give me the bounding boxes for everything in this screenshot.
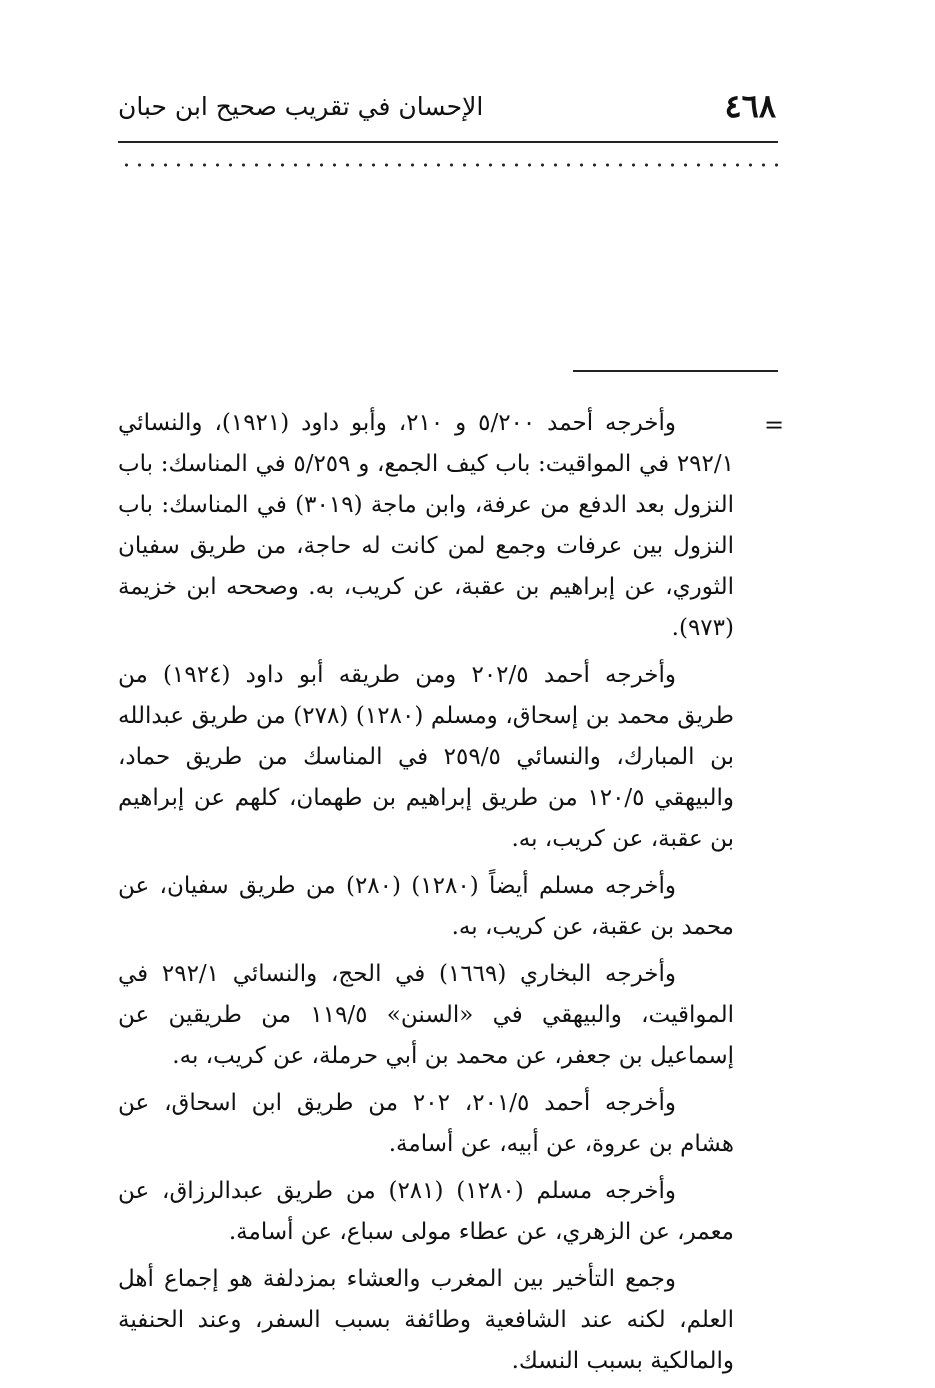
footnote-paragraph: وجمع التأخير بين المغرب والعشاء بمزدلفة هو إجماع أهل العلم، لكنه عند الشافعية وطائفة بسبب السفر، وعند الحنفية والمالكية بسبب النسك.: [118, 1266, 734, 1374]
running-title: الإحسان في تقريب صحيح ابن حبان: [118, 92, 484, 121]
header-rule: [118, 141, 778, 143]
footnote-continuation-mark: =: [764, 411, 785, 439]
footnote-text: [118, 403, 734, 1388]
footnote-paragraph: وأخرجه مسلم (١٢٨٠) (٢٨١) من طريق عبدالرزاق، عن معمر، عن الزهري، عن عطاء مولى سباع، عن أسامة.: [118, 1178, 734, 1245]
footnote-paragraph: وأخرجه أحمد ٥/٢٠٠ و ٢١٠، وأبو داود (١٩٢١)، والنسائي ٢٩٢/١ في المواقيت: باب كيف الجمع، و ٥/٢٥٩ في المناسك: باب النزول بعد الدفع من عرفة، وابن ماجة (٣٠١٩) في المناسك: باب النزول بين عرفات وجمع لمن كانت له حاجة، من طريق سفيان الثوري، عن إبراهيم بن عقبة، عن كريب، به. وصححه ابن خزيمة (٩٧٣).: [118, 410, 734, 641]
dot-leader: [118, 159, 778, 171]
page-header: [118, 86, 778, 132]
footnote-paragraph: وأخرجه البخاري (١٦٦٩) في الحج، والنسائي ٢٩٢/١ في المواقيت، والبيهقي في «السنن» ١١٩/٥ من طريقين عن إسماعيل بن جعفر، عن محمد بن أبي حرملة، عن كريب، به.: [118, 961, 734, 1069]
page-number: ٤٦٨: [724, 87, 776, 125]
footnote-paragraph: وأخرجه أحمد ٢٠٢/٥ ومن طريقه أبو داود (١٩٢٤) من طريق محمد بن إسحاق، ومسلم (١٢٨٠) (٢٧٨) من طريق عبدالله بن المبارك، والنسائي ٢٥٩/٥ في المناسك من طريق حماد، والبيهقي ١٢٠/٥ من طريق إبراهيم بن طهمان، كلهم عن إبراهيم بن عقبة، عن كريب، به.: [118, 662, 734, 852]
footnote-paragraph: وأخرجه مسلم أيضاً (١٢٨٠) (٢٨٠) من طريق سفيان، عن محمد بن عقبة، عن كريب، به.: [118, 873, 734, 940]
footnote-rule: [573, 370, 778, 372]
footnote-paragraph: وأخرجه أحمد ٢٠١/٥، ٢٠٢ من طريق ابن اسحاق، عن هشام بن عروة، عن أبيه، عن أسامة.: [118, 1090, 734, 1157]
